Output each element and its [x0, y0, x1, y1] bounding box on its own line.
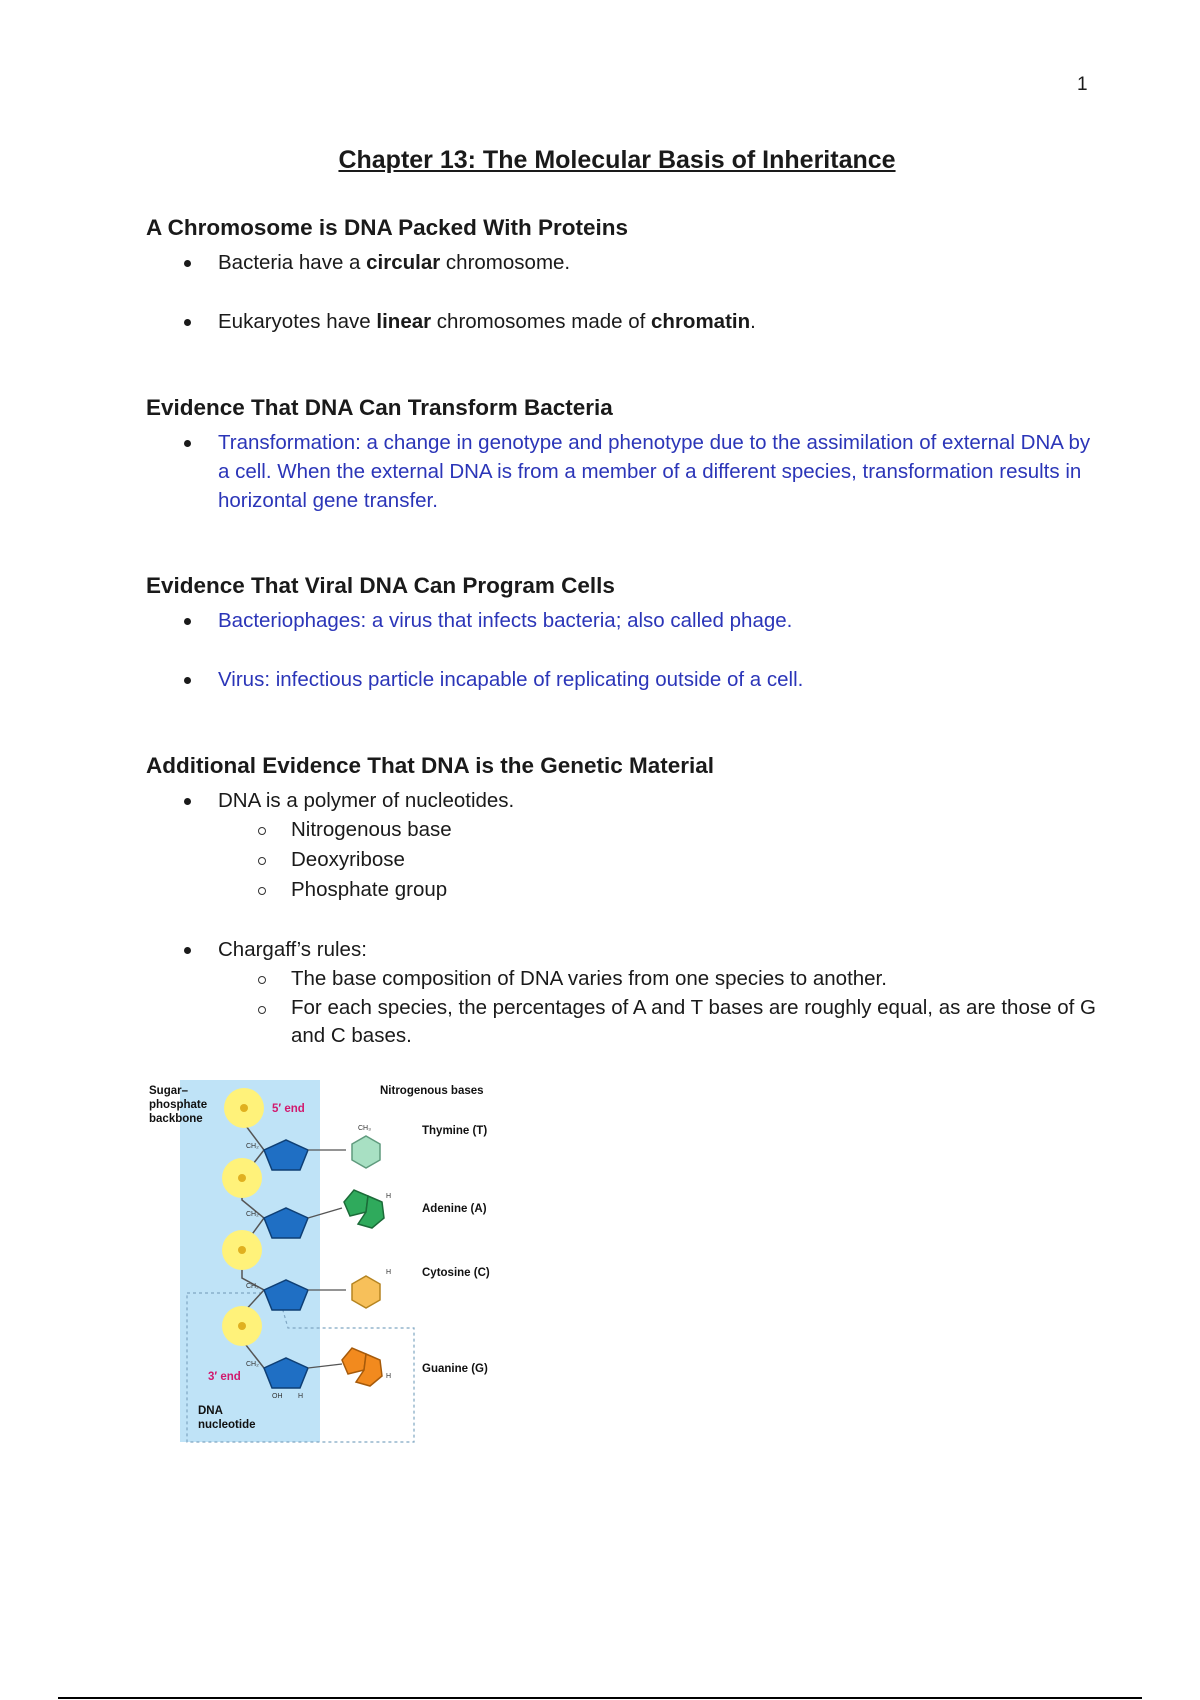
phosphate-group: [222, 1158, 262, 1198]
sub-list-item: For each species, the percentages of A and T bases are roughly equal, as are those of G and C bases.: [146, 994, 1106, 1050]
base-label-adenine: Adenine (A): [422, 1203, 487, 1215]
section-transform-bacteria: [146, 394, 1106, 515]
page-number: 1: [1077, 74, 1088, 95]
list-item: Chargaff’s rules:: [146, 935, 1106, 964]
list-item: DNA is a polymer of nucleotides.: [146, 786, 1106, 815]
sub-list-item: Nitrogenous base: [146, 815, 1106, 845]
nucleotide-label: nucleotide: [198, 1419, 256, 1431]
page-title: Chapter 13: The Molecular Basis of Inheritance: [338, 146, 896, 174]
svg-text:OH: OH: [272, 1393, 283, 1400]
section-heading: Additional Evidence That DNA is the Genetic Material: [146, 753, 715, 778]
sub-list-item: The base composition of DNA varies from one species to another.: [146, 964, 1106, 994]
three-prime-end-label: 3′ end: [208, 1371, 241, 1383]
base-label-guanine: Guanine (G): [422, 1363, 488, 1375]
bullet-list: [146, 935, 1106, 964]
phosphate-group: [222, 1306, 262, 1346]
dna-diagram: [146, 1078, 506, 1448]
section-heading: Evidence That DNA Can Transform Bacteria: [146, 395, 613, 420]
svg-text:CH₃: CH₃: [358, 1125, 371, 1132]
svg-text:H: H: [386, 1269, 392, 1276]
phosphate-group: [222, 1230, 262, 1270]
section-genetic-material: [146, 752, 1106, 1050]
backbone-label: Sugar–: [149, 1085, 188, 1097]
section-viral-dna: [146, 572, 1106, 694]
base-label-cytosine: Cytosine (C): [422, 1267, 490, 1279]
bullet-list: [146, 248, 1106, 336]
section-chromosome: [146, 214, 1106, 336]
section-heading: A Chromosome is DNA Packed With Proteins: [146, 215, 628, 240]
list-item: Bacteria have a circular chromosome.: [146, 248, 1106, 277]
dna-structure-figure: [146, 1078, 506, 1448]
bullet-list: [146, 786, 1106, 815]
svg-text:CH₂: CH₂: [246, 1283, 259, 1290]
footer-rule: [58, 1697, 1142, 1699]
cytosine-base: [352, 1276, 380, 1308]
thymine-base: [352, 1136, 380, 1168]
list-item: Transformation: a change in genotype and phenotype due to the assimilation of external DNA by a cell. When the external DNA is from a member of a different species, transformation results in horizontal gene transfer.: [146, 428, 1106, 515]
sub-list-item: Deoxyribose: [146, 845, 1106, 875]
section-heading: Evidence That Viral DNA Can Program Cells: [146, 573, 615, 598]
bullet-list: [146, 606, 1106, 694]
svg-text:H: H: [298, 1393, 304, 1400]
base-label-thymine: Thymine (T): [422, 1125, 488, 1137]
guanine-base: [342, 1348, 382, 1386]
bases-label: Nitrogenous bases: [380, 1085, 484, 1097]
backbone-label: phosphate: [149, 1099, 208, 1111]
adenine-base: [344, 1190, 384, 1228]
svg-text:CH₂: CH₂: [246, 1361, 259, 1368]
list-item: Virus: infectious particle incapable of replicating outside of a cell.: [146, 665, 1106, 694]
svg-text:H: H: [386, 1373, 392, 1380]
list-item: Eukaryotes have linear chromosomes made of chromatin.: [146, 307, 1106, 336]
svg-text:CH₂: CH₂: [246, 1211, 259, 1218]
sub-list-item: Phosphate group: [146, 875, 1106, 905]
phosphate-group: [224, 1088, 264, 1128]
bullet-list: [146, 428, 1106, 515]
sub-list: [146, 964, 1106, 1050]
list-item: Bacteriophages: a virus that infects bacteria; also called phage.: [146, 606, 1106, 635]
backbone-label: backbone: [149, 1113, 203, 1125]
sub-list: [146, 815, 1106, 905]
nucleotide-label: DNA: [198, 1405, 223, 1417]
five-prime-end-label: 5′ end: [272, 1103, 305, 1115]
svg-text:H: H: [386, 1193, 392, 1200]
svg-text:CH₂: CH₂: [246, 1143, 259, 1150]
